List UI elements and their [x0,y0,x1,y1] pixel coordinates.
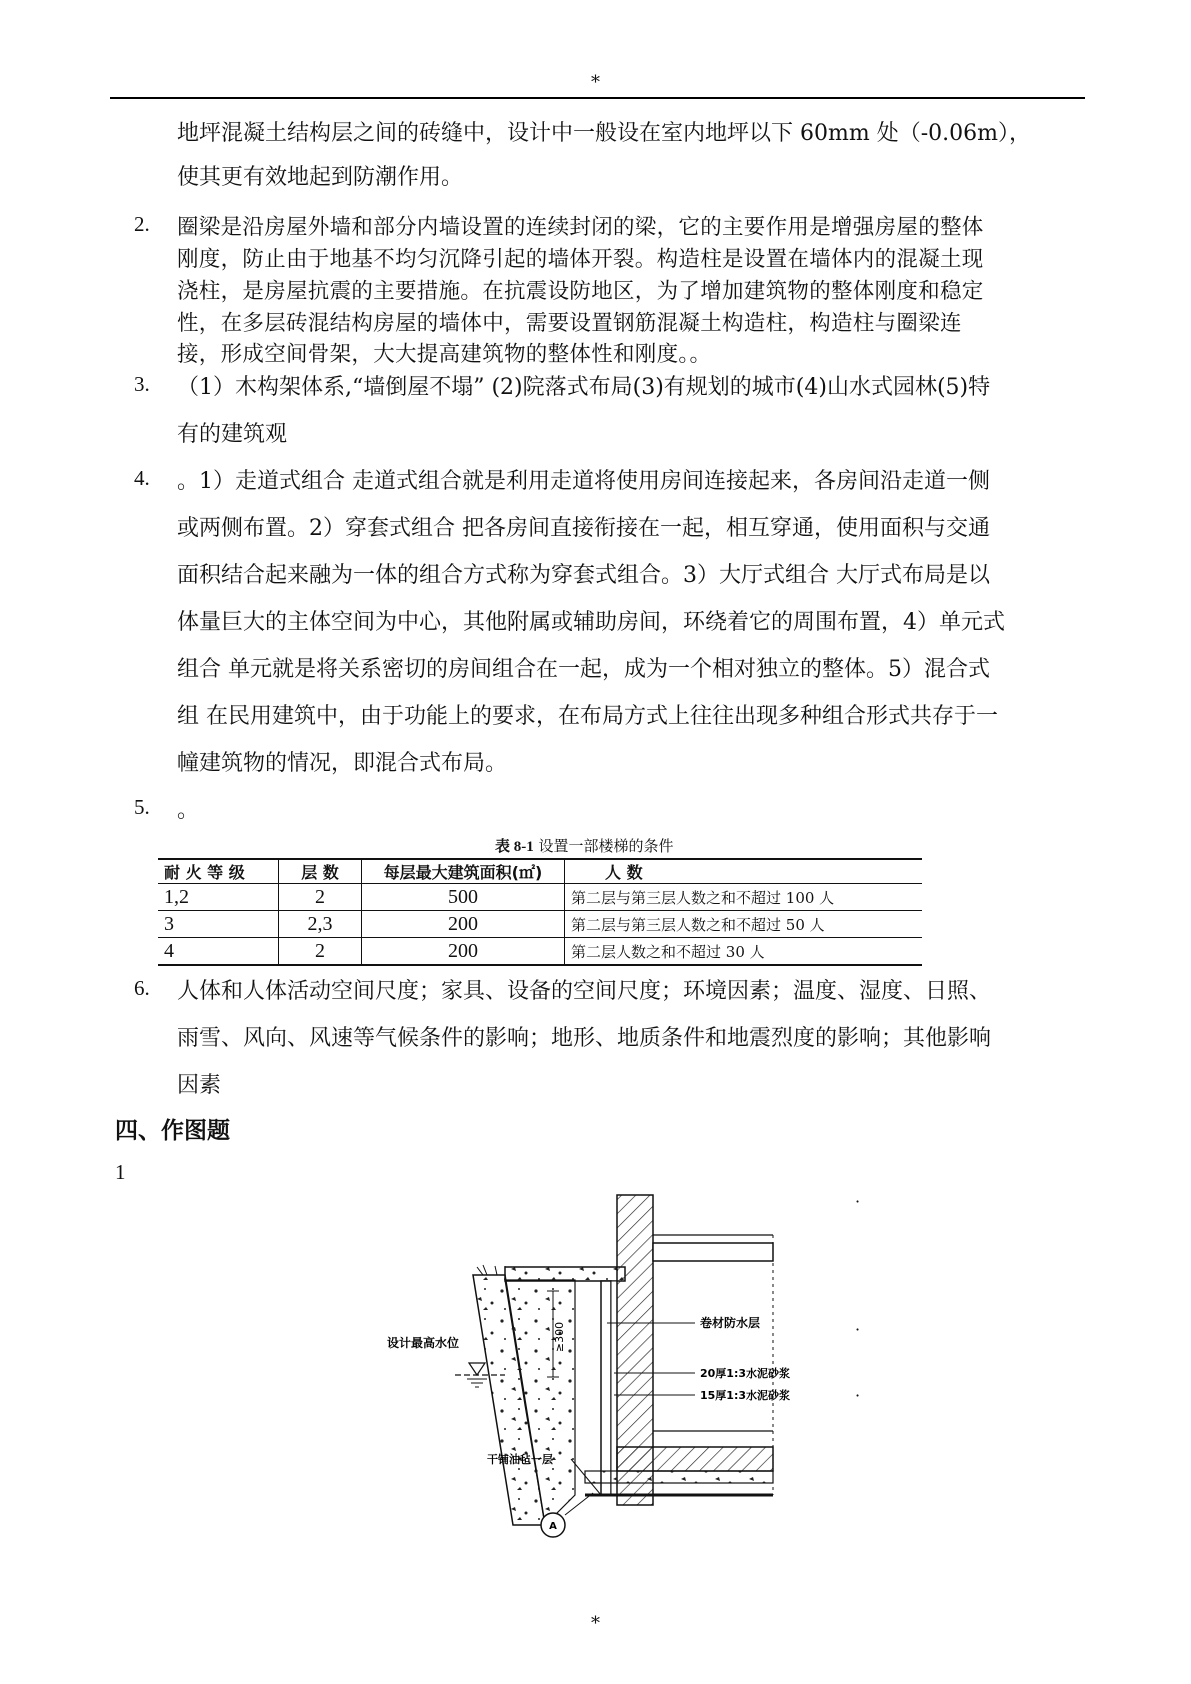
mortar15-label: 15厚1:3水泥砂浆 [700,1389,791,1402]
stair-conditions-table [158,858,922,966]
stray-dot: · [855,1320,861,1339]
felt-label: 干铺油毡一层 [487,1453,553,1466]
item-2-line: 接，形成空间骨架，大大提高建筑物的整体性和刚度。。 [177,342,712,367]
table-header-cell: 层 数 [279,859,362,884]
table-row [158,884,922,911]
table-cell: 500 [362,884,565,911]
table-caption [495,835,674,856]
table-cell: 第二层与第三层人数之和不超过 100 人 [565,884,923,911]
item-6-line: 因素 [177,1073,222,1098]
table-cell: 200 [362,911,565,938]
table-cell: 200 [362,938,565,966]
item-6-number: 6. [134,976,150,1000]
item-2-line: 刚度，防止由于地基不均匀沉降引起的墙体开裂。构造柱是设置在墙体内的混凝土现 [177,247,984,272]
item-6-line: 雨雪、风向、风速等气候条件的影响；地形、地质条件和地震烈度的影响；其他影响 [177,1026,992,1051]
floor-base [585,1471,773,1483]
table-header-cell: 耐 火 等 级 [158,859,279,884]
item-5-text: 。 [177,798,200,823]
table-caption-text: 设置一部楼梯的条件 [538,837,674,855]
item-2-line: 圈梁是沿房屋外墙和部分内墙设置的连续封闭的梁，它的主要作用是增强房屋的整体 [177,215,984,240]
mortar20-label: 20厚1:3水泥砂浆 [700,1367,791,1380]
basement-waterproofing-detail-figure [387,1195,815,1575]
item-3-line: （1）木构架体系,“墙倒屋不塌” (2)院落式布局(3)有规划的城市(4)山水式园林(5)特 [177,375,991,400]
table-cell: 2 [279,884,362,911]
table-header-cell: 人 数 [565,859,923,884]
table-row [158,911,922,938]
item-4-line: 体量巨大的主体空间为中心，其他附属或辅助房间，环绕着它的周围布置，4）单元式 [177,610,1005,635]
item-3-number: 3. [134,372,150,396]
table-cell: 2,3 [279,911,362,938]
table-cell: 4 [158,938,279,966]
water-level-label: 设计最高水位 [387,1336,460,1350]
item-2-line: 性，在多层砖混结构房屋的墙体中，需要设置钢筋混凝土构造柱，构造柱与圈梁连 [177,311,962,336]
item-3-line: 有的建筑观 [177,422,288,447]
item-2-number: 2. [134,212,150,236]
item-4-line: 。1）走道式组合 走道式组合就是利用走道将使用房间连接起来，各房间沿走道一侧 [177,469,990,494]
para-cont-line-2: 使其更有效地起到防潮作用。 [177,165,464,190]
dimension-label: ≥300 [553,1321,566,1353]
figure-number: 1 [115,1160,126,1184]
item-4-number: 4. [134,466,150,490]
item-6-line: 人体和人体活动空间尺度；家具、设备的空间尺度；环境因素；温度、湿度、日照、 [177,979,992,1004]
section-heading: 四、作图题 [115,1118,230,1144]
membrane-layer [601,1281,611,1495]
footer-mark: * [591,1613,600,1634]
item-5-number: 5. [134,795,150,819]
table-header-row [158,859,922,884]
table-cell: 3 [158,911,279,938]
mortar-layer [611,1281,617,1495]
paving [505,1267,625,1281]
item-4-line: 幢建筑物的情况，即混合式布局。 [177,751,508,776]
table-header-cell: 每层最大建筑面积(㎡) [362,859,565,884]
stray-dot: · [855,1386,861,1405]
table-cell: 2 [279,938,362,966]
table-cell: 第二层与第三层人数之和不超过 50 人 [565,911,923,938]
callout-label: A [549,1521,557,1532]
upper-slab [653,1243,773,1261]
membrane-label: 卷材防水层 [700,1316,761,1330]
header-rule [110,97,1085,99]
item-4-line: 或两侧布置。2）穿套式组合 把各房间直接衔接在一起，相互穿通，使用面积与交通 [177,516,990,541]
stray-dot: · [855,1192,861,1211]
para-cont-line-1: 地坪混凝土结构层之间的砖缝中，设计中一般设在室内地坪以下 60mm 处（-0.06m）， [177,121,1031,146]
table-caption-number: 表 8-1 [495,839,534,855]
table-cell: 1,2 [158,884,279,911]
table-row [158,938,922,966]
basement-floor [617,1447,773,1471]
table-cell: 第二层人数之和不超过 30 人 [565,938,923,966]
item-4-line: 组 在民用建筑中，由于功能上的要求，在布局方式上往往出现多种组合形式共存于一 [177,704,998,729]
item-4-line: 面积结合起来融为一体的组合方式称为穿套式组合。3）大厅式组合 大厅式布局是以 [177,563,990,588]
item-2-line: 浇柱，是房屋抗震的主要措施。在抗震设防地区，为了增加建筑物的整体刚度和稳定 [177,279,984,304]
item-4-line: 组合 单元就是将关系密切的房间组合在一起，成为一个相对独立的整体。5）混合式 [177,657,990,682]
header-mark: * [591,72,600,93]
